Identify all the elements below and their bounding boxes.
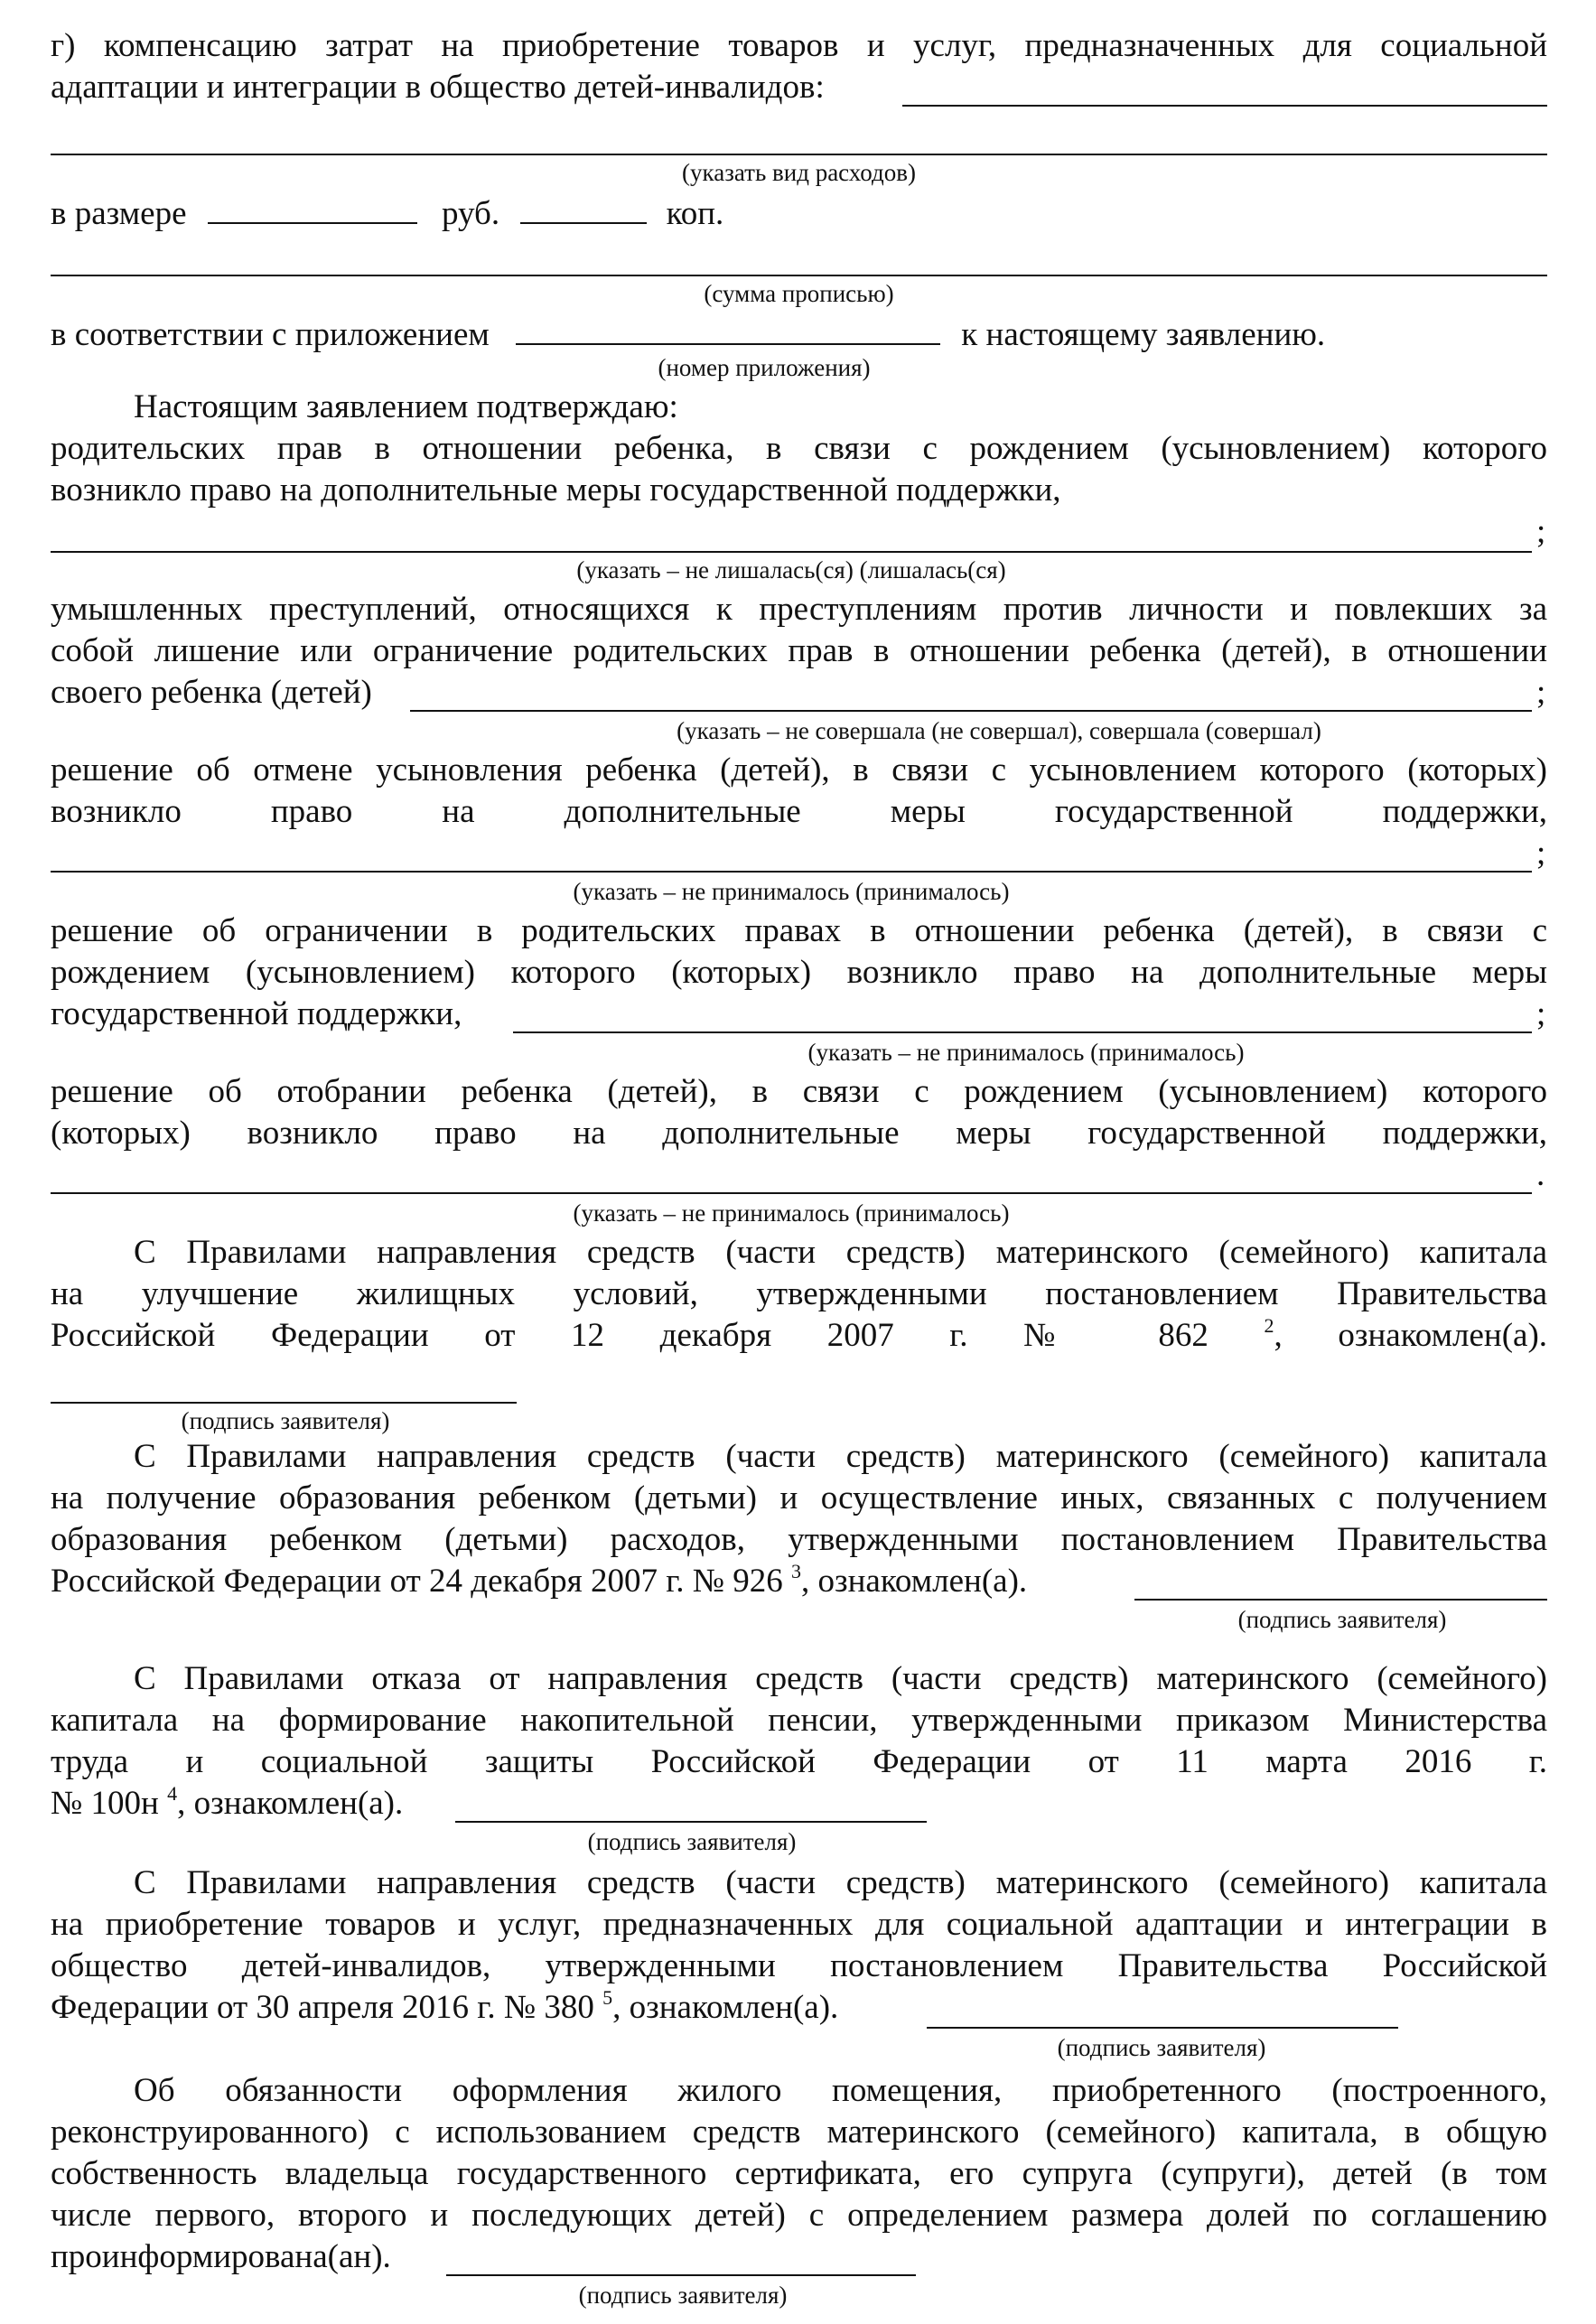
- education-rules-signature-field[interactable]: [1134, 1599, 1547, 1601]
- expense-type-field-part2[interactable]: [51, 154, 1547, 155]
- crimes-line-1: умышленных преступлений, относящихся к преступлениям против личности и повлекших за: [51, 591, 1547, 628]
- amount-in-words-field[interactable]: [51, 275, 1547, 276]
- removal-caption: (указать – не принималось (принималось): [573, 1199, 1010, 1227]
- pension-rules-line-1: С Правилами отказа от направления средств (части средств) материнского (семейного): [134, 1660, 1547, 1697]
- restriction-line-1: решение об ограничении в родительских правах в отношении ребенка (детей), в связи с: [51, 912, 1547, 949]
- removal-field[interactable]: [51, 1192, 1532, 1194]
- expense-type-field-part1[interactable]: [902, 105, 1547, 107]
- restriction-caption: (указать – не принималось (принималось): [807, 1039, 1245, 1066]
- parental-rights-line-2: возникло право на дополнительные меры государственной поддержки,: [51, 471, 1061, 509]
- kopecks-field[interactable]: [520, 191, 647, 224]
- education-rules-signature-caption: (подпись заявителя): [1237, 1606, 1447, 1633]
- education-rules-line-4: Российской Федерации от 24 декабря 2007 г. № 926 $^3$, ознакомлен(а).: [51, 1559, 1028, 1600]
- compensation-line-1: г) компенсацию затрат на приобретение товаров и услуг, предназначенных для социальной: [51, 27, 1547, 64]
- housing-rules-line-1: С Правилами направления средств (части средств) материнского (семейного) капитала: [134, 1234, 1547, 1271]
- crimes-line-2: собой лишение или ограничение родительских прав в отношении ребенка (детей), в отношении: [51, 632, 1547, 669]
- amount-in-words-caption: (сумма прописью): [704, 280, 894, 307]
- obligation-line-3: собственность владельца государственного сертификата, его супруга (супруги), детей (в том: [51, 2155, 1547, 2192]
- disabled-children-rules-signature-field[interactable]: [927, 2027, 1398, 2029]
- parental-rights-line-1: родительских прав в отношении ребенка, в связи с рождением (усыновлением) которого: [51, 430, 1547, 467]
- obligation-line-1: Об обязанности оформления жилого помещения, приобретенного (построенного,: [134, 2072, 1547, 2109]
- obligation-signature-field[interactable]: [446, 2274, 916, 2276]
- crimes-field[interactable]: [410, 710, 1532, 712]
- restriction-line-3: государственной поддержки,: [51, 995, 462, 1032]
- pension-rules-line-2: капитала на формирование накопительной пенсии, утвержденными приказом Министерства: [51, 1702, 1547, 1739]
- removal-end: .: [1536, 1156, 1545, 1193]
- adoption-cancel-line-1: решение об отмене усыновления ребенка (детей), в связи с усыновлением которого (которых): [51, 751, 1547, 789]
- pension-rules-line-4: № 100н $^4$, ознакомлен(а).: [51, 1781, 404, 1822]
- disabled-children-rules-line-3: общество детей-инвалидов, утвержденными постановлением Правительства Российской: [51, 1947, 1547, 1984]
- restriction-line-2: рождением (усыновлением) которого (которых) возникло право на дополнительные меры: [51, 954, 1547, 991]
- compensation-line-2: адаптации и интеграции в общество детей-инвалидов:: [51, 69, 825, 106]
- housing-rules-signature-field[interactable]: [51, 1402, 517, 1404]
- housing-rules-line-2: на улучшение жилищных условий, утвержденными постановлением Правительства: [51, 1275, 1547, 1312]
- restriction-field[interactable]: [513, 1031, 1532, 1033]
- removal-line-2: (которых) возникло право на дополнительные меры государственной поддержки,: [51, 1115, 1547, 1152]
- adoption-cancel-caption: (указать – не принималось (принималось): [573, 878, 1010, 905]
- expense-type-caption: (указать вид расходов): [682, 159, 916, 186]
- education-rules-line-3: образования ребенком (детьми) расходов, утвержденными постановлением Правительства: [51, 1521, 1547, 1558]
- amount-line: в размере руб. коп.: [51, 191, 1547, 235]
- crimes-caption: (указать – не совершала (не совершал), совершала (совершал): [677, 717, 1321, 744]
- disabled-children-rules-line-1: С Правилами направления средств (части средств) материнского (семейного) капитала: [134, 1864, 1547, 1901]
- parental-rights-field[interactable]: [51, 551, 1532, 553]
- disabled-children-rules-line-2: на приобретение товаров и услуг, предназначенных для социальной адаптации и интеграции в: [51, 1906, 1547, 1943]
- obligation-signature-caption: (подпись заявителя): [578, 2282, 788, 2309]
- parental-rights-caption: (указать – не лишалась(ся) (лишалась(ся): [576, 556, 1006, 583]
- appendix-number-caption: (номер приложения): [658, 354, 871, 381]
- pension-rules-signature-field[interactable]: [455, 1821, 927, 1823]
- obligation-line-4: числе первого, второго и последующих детей) с определением размера долей по соглашению: [51, 2197, 1547, 2234]
- pension-rules-line-3: труда и социальной защиты Российской Федерации от 11 марта 2016 г.: [51, 1743, 1547, 1780]
- rubles-field[interactable]: [208, 191, 417, 224]
- housing-rules-signature-caption: (подпись заявителя): [181, 1407, 390, 1434]
- crimes-end: ;: [1536, 674, 1546, 711]
- obligation-line-5: проинформирована(ан).: [51, 2238, 391, 2275]
- confirm-intro: Настоящим заявлением подтверждаю:: [134, 388, 678, 425]
- restriction-end: ;: [1536, 995, 1546, 1032]
- disabled-children-rules-signature-caption: (подпись заявителя): [1057, 2034, 1266, 2061]
- education-rules-line-1: С Правилами направления средств (части средств) материнского (семейного) капитала: [134, 1438, 1547, 1475]
- adoption-cancel-field[interactable]: [51, 871, 1532, 873]
- parental-rights-end: ;: [1536, 513, 1546, 550]
- crimes-line-3: своего ребенка (детей): [51, 674, 372, 711]
- adoption-cancel-end: ;: [1536, 835, 1546, 872]
- appendix-number-field[interactable]: [516, 313, 940, 345]
- adoption-cancel-line-2: возникло право на дополнительные меры государственной поддержки,: [51, 793, 1547, 830]
- disabled-children-rules-line-4: Федерации от 30 апреля 2016 г. № 380 $^5$, ознакомлен(а).: [51, 1985, 839, 2026]
- education-rules-line-2: на получение образования ребенком (детьми) и осуществление иных, связанных с получением: [51, 1479, 1547, 1517]
- housing-rules-line-3: Российской Федерации от 12 декабря 2007 г. № 862 $^2$, ознакомлен(а).: [51, 1313, 1548, 1354]
- obligation-line-2: реконструированного) с использованием средств материнского (семейного) капитала, в общую: [51, 2114, 1547, 2151]
- appendix-line: в соответствии с приложением к настоящему заявлению.: [51, 313, 1547, 356]
- pension-rules-signature-caption: (подпись заявителя): [587, 1828, 797, 1855]
- removal-line-1: решение об отобрании ребенка (детей), в связи с рождением (усыновлением) которого: [51, 1073, 1547, 1110]
